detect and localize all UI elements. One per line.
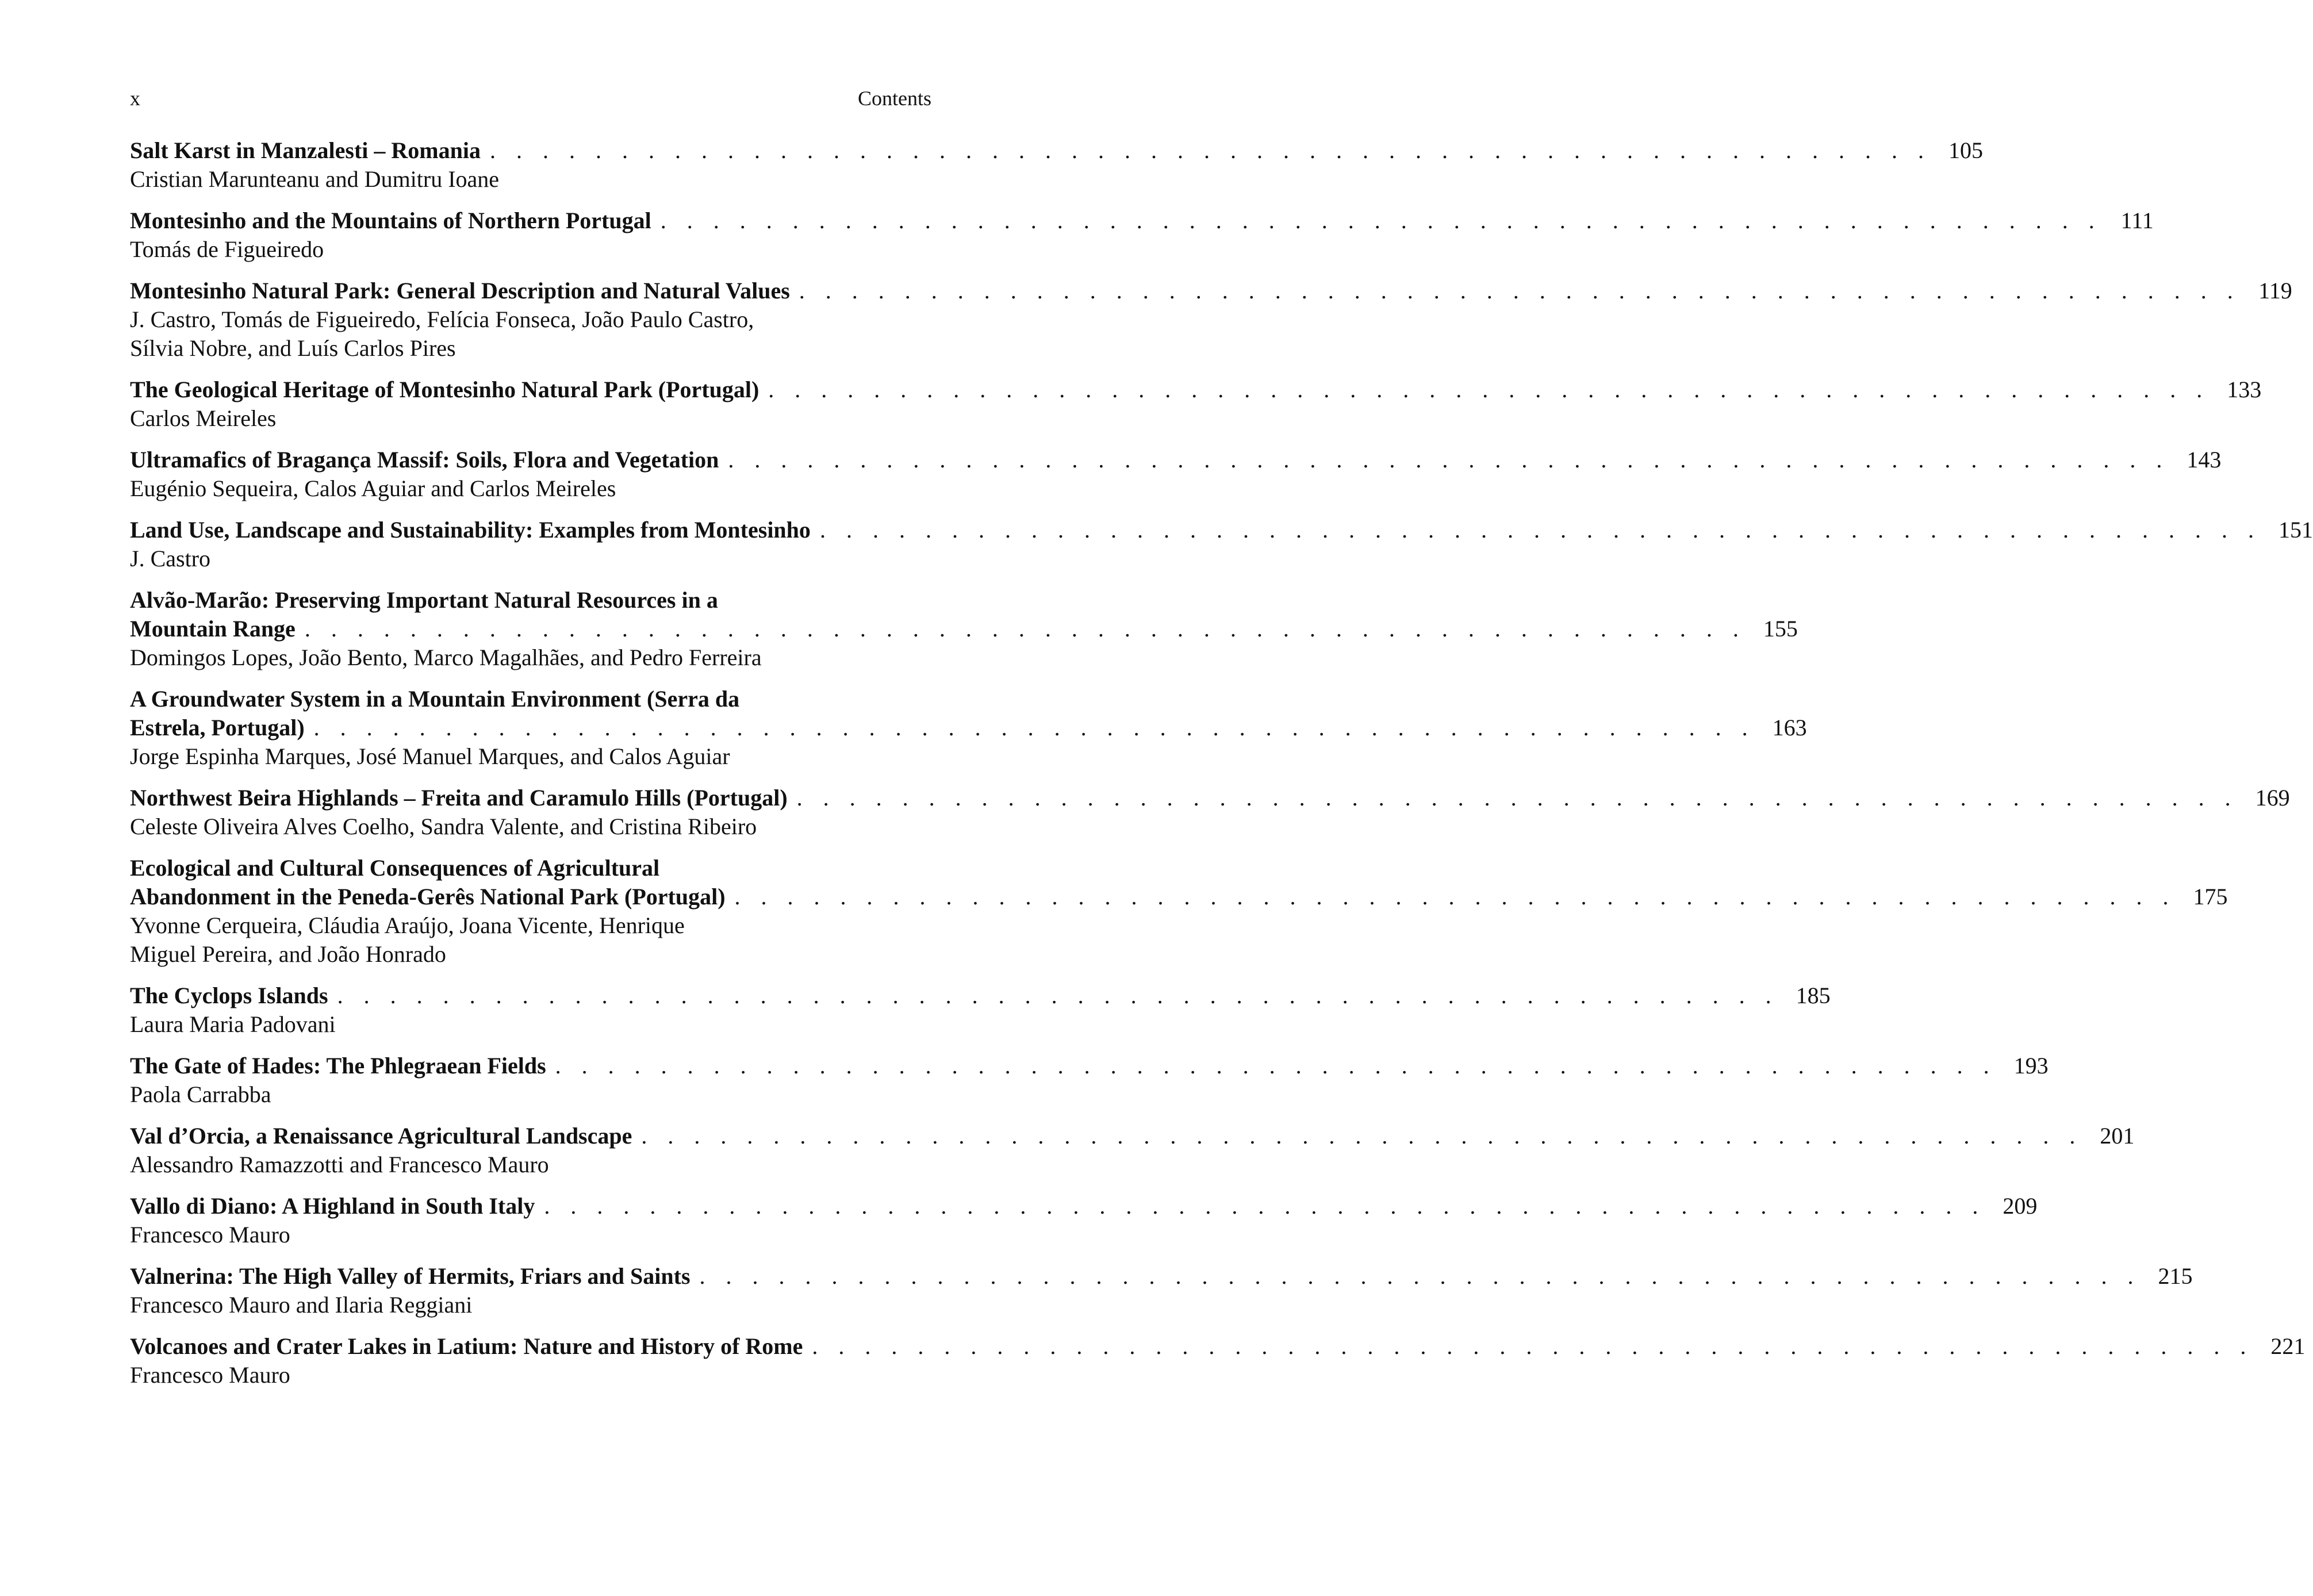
chapter-authors: Domingos Lopes, João Bento, Marco Magalhães, and Pedro Ferreira: [130, 644, 762, 670]
chapter-page-number: 163: [1772, 715, 1807, 741]
chapter-page-number: 221: [2270, 1333, 2306, 1359]
dot-leader: . . . . . . . . . . . . . . . . . . . . . . . . . . . . . . . . . . . . . . . . . . . . . . . . . . . . . . .: [728, 447, 2170, 473]
toc-entry[interactable]: [130, 136, 1983, 194]
dot-leader: . . . . . . . . . . . . . . . . . . . . . . . . . . . . . . . . . . . . . . . . . . . . . . . . . . . . . . .: [555, 1053, 1997, 1079]
chapter-authors: J. Castro: [130, 546, 210, 571]
dot-leader: . . . . . . . . . . . . . . . . . . . . . . . . . . . . . . . . . . . . . . . . . . . . . . . . . . . . . . .: [489, 137, 1931, 163]
chapter-authors: Carlos Meireles: [130, 405, 277, 431]
chapter-title: Northwest Beira Highlands – Freita and Caramulo Hills (Portugal): [130, 785, 788, 811]
toc-entry[interactable]: [130, 516, 2313, 573]
toc-entry[interactable]: [130, 446, 2222, 503]
chapter-title-row: [130, 1192, 2038, 1221]
chapter-authors: Cristian Marunteanu and Dumitru Ioane: [130, 166, 500, 192]
chapter-page-number: 185: [1796, 983, 1831, 1008]
toc-entry[interactable]: [130, 981, 1831, 1039]
dot-leader: . . . . . . . . . . . . . . . . . . . . . . . . . . . . . . . . . . . . . . . . . . . . . . . . . . . . . . .: [337, 983, 1779, 1008]
dot-leader: . . . . . . . . . . . . . . . . . . . . . . . . . . . . . . . . . . . . . . . . . . . . . . . . . . . . . . .: [768, 377, 2210, 402]
toc-entry[interactable]: [130, 685, 1807, 771]
chapter-page-number: 119: [2258, 278, 2292, 304]
chapter-title-row: [130, 981, 1831, 1010]
chapter-title-row: [130, 883, 2228, 911]
chapter-title: Abandonment in the Peneda-Gerês National Park (Portugal): [130, 884, 726, 910]
chapter-title: Montesinho and the Mountains of Northern Portugal: [130, 208, 651, 233]
toc-entry[interactable]: [130, 277, 2292, 363]
section-title: Contents: [857, 87, 931, 110]
toc-entry[interactable]: [130, 206, 2154, 264]
dot-leader: . . . . . . . . . . . . . . . . . . . . . . . . . . . . . . . . . . . . . . . . . . . . . . . . . . . . . . .: [734, 884, 2176, 910]
toc-entry[interactable]: [130, 586, 1798, 672]
chapter-title-row: [130, 1052, 2049, 1080]
chapter-page-number: 133: [2227, 377, 2262, 402]
chapter-title-line: A Groundwater System in a Mountain Environment (Serra da: [130, 686, 740, 712]
chapter-authors: Yvonne Cerqueira, Cláudia Araújo, Joana Vicente, Henrique: [130, 912, 685, 938]
toc-entry[interactable]: [130, 854, 2228, 969]
chapter-title: Mountain Range: [130, 616, 296, 642]
chapter-title: The Gate of Hades: The Phlegraean Fields: [130, 1053, 546, 1079]
page-number: x: [130, 87, 140, 110]
toc-entry[interactable]: [130, 784, 2290, 841]
dot-leader: . . . . . . . . . . . . . . . . . . . . . . . . . . . . . . . . . . . . . . . . . . . . . . . . . . . . . . .: [313, 715, 1755, 741]
chapter-title-row: [130, 206, 2154, 235]
chapter-authors: Francesco Mauro: [130, 1222, 290, 1248]
table-of-contents: [130, 136, 2313, 1402]
chapter-title-line: Ecological and Cultural Consequences of Agricultural: [130, 855, 660, 881]
chapter-title-row: [130, 277, 2292, 305]
dot-leader: . . . . . . . . . . . . . . . . . . . . . . . . . . . . . . . . . . . . . . . . . . . . . . . . . . . . . . .: [799, 278, 2241, 304]
chapter-page-number: 155: [1763, 616, 1798, 642]
chapter-title: The Cyclops Islands: [130, 983, 328, 1008]
toc-entry[interactable]: [130, 1192, 2038, 1249]
dot-leader: . . . . . . . . . . . . . . . . . . . . . . . . . . . . . . . . . . . . . . . . . . . . . . . . . . . . . . .: [812, 1333, 2254, 1359]
chapter-authors: Francesco Mauro: [130, 1362, 290, 1388]
dot-leader: . . . . . . . . . . . . . . . . . . . . . . . . . . . . . . . . . . . . . . . . . . . . . . . . . . . . . . .: [544, 1193, 1986, 1219]
toc-entry[interactable]: [130, 1122, 2135, 1179]
chapter-page-number: 215: [2158, 1263, 2193, 1289]
chapter-authors: Francesco Mauro and Ilaria Reggiani: [130, 1292, 473, 1318]
chapter-authors: Eugénio Sequeira, Calos Aguiar and Carlos Meireles: [130, 475, 616, 501]
chapter-title: Volcanoes and Crater Lakes in Latium: Nature and History of Rome: [130, 1333, 803, 1359]
chapter-title: Montesinho Natural Park: General Description and Natural Values: [130, 278, 790, 304]
chapter-title-row: [130, 1332, 2306, 1361]
chapter-title-row: [130, 446, 2222, 474]
chapter-title-row: [130, 1122, 2135, 1150]
chapter-page-number: 151: [2278, 517, 2313, 543]
dot-leader: . . . . . . . . . . . . . . . . . . . . . . . . . . . . . . . . . . . . . . . . . . . . . . . . . . . . . . .: [819, 517, 2261, 543]
chapter-authors: Laura Maria Padovani: [130, 1011, 336, 1037]
chapter-title: Land Use, Landscape and Sustainability: Examples from Montesinho: [130, 517, 811, 543]
chapter-title-row: [130, 375, 2262, 404]
toc-entry[interactable]: [130, 1332, 2306, 1390]
chapter-authors: J. Castro, Tomás de Figueiredo, Felícia Fonseca, João Paulo Castro,: [130, 306, 754, 332]
dot-leader: . . . . . . . . . . . . . . . . . . . . . . . . . . . . . . . . . . . . . . . . . . . . . . . . . . . . . . .: [304, 616, 1746, 642]
chapter-title-line: Alvão-Marão: Preserving Important Natural Resources in a: [130, 587, 718, 613]
toc-entry[interactable]: [130, 375, 2262, 433]
chapter-title-row: [130, 713, 1807, 742]
chapter-authors: Alessandro Ramazzotti and Francesco Mauro: [130, 1152, 549, 1177]
chapter-authors: Tomás de Figueiredo: [130, 236, 324, 262]
chapter-page-number: 209: [2003, 1193, 2038, 1219]
chapter-page-number: 111: [2120, 208, 2154, 233]
chapter-authors: Celeste Oliveira Alves Coelho, Sandra Valente, and Cristina Ribeiro: [130, 814, 757, 839]
dot-leader: . . . . . . . . . . . . . . . . . . . . . . . . . . . . . . . . . . . . . . . . . . . . . . . . . . . . . . .: [796, 785, 2238, 811]
chapter-authors: Miguel Pereira, and João Honrado: [130, 941, 446, 967]
dot-leader: . . . . . . . . . . . . . . . . . . . . . . . . . . . . . . . . . . . . . . . . . . . . . . . . . . . . . . .: [699, 1263, 2141, 1289]
chapter-page-number: 193: [2013, 1053, 2049, 1079]
chapter-page-number: 105: [1948, 137, 1983, 163]
toc-entry[interactable]: [130, 1262, 2193, 1319]
chapter-title-row: [130, 615, 1798, 643]
chapter-page-number: 201: [2100, 1123, 2135, 1149]
chapter-authors: Jorge Espinha Marques, José Manuel Marques, and Calos Aguiar: [130, 743, 730, 769]
chapter-title: The Geological Heritage of Montesinho Natural Park (Portugal): [130, 377, 760, 402]
chapter-title-row: [130, 1262, 2193, 1291]
running-head: [130, 86, 931, 115]
toc-entry[interactable]: [130, 1052, 2049, 1109]
dot-leader: . . . . . . . . . . . . . . . . . . . . . . . . . . . . . . . . . . . . . . . . . . . . . . . . . . . . . . .: [641, 1123, 2083, 1149]
dot-leader: . . . . . . . . . . . . . . . . . . . . . . . . . . . . . . . . . . . . . . . . . . . . . . . . . . . . . . .: [660, 208, 2102, 233]
chapter-title: Ultramafics of Bragança Massif: Soils, Flora and Vegetation: [130, 447, 719, 473]
chapter-page-number: 143: [2187, 447, 2222, 473]
chapter-page-number: 175: [2193, 884, 2228, 910]
chapter-title: Estrela, Portugal): [130, 715, 305, 741]
chapter-authors: Paola Carrabba: [130, 1081, 271, 1107]
chapter-title-row: [130, 784, 2290, 812]
chapter-authors: Sílvia Nobre, and Luís Carlos Pires: [130, 335, 456, 361]
chapter-title: Valnerina: The High Valley of Hermits, Friars and Saints: [130, 1263, 691, 1289]
chapter-page-number: 169: [2255, 785, 2290, 811]
chapter-title: Vallo di Diano: A Highland in South Italy: [130, 1193, 535, 1219]
chapter-title: Salt Karst in Manzalesti – Romania: [130, 137, 481, 163]
chapter-title-row: [130, 136, 1983, 165]
chapter-title: Val d’Orcia, a Renaissance Agricultural Landscape: [130, 1123, 632, 1149]
chapter-title-row: [130, 516, 2313, 544]
